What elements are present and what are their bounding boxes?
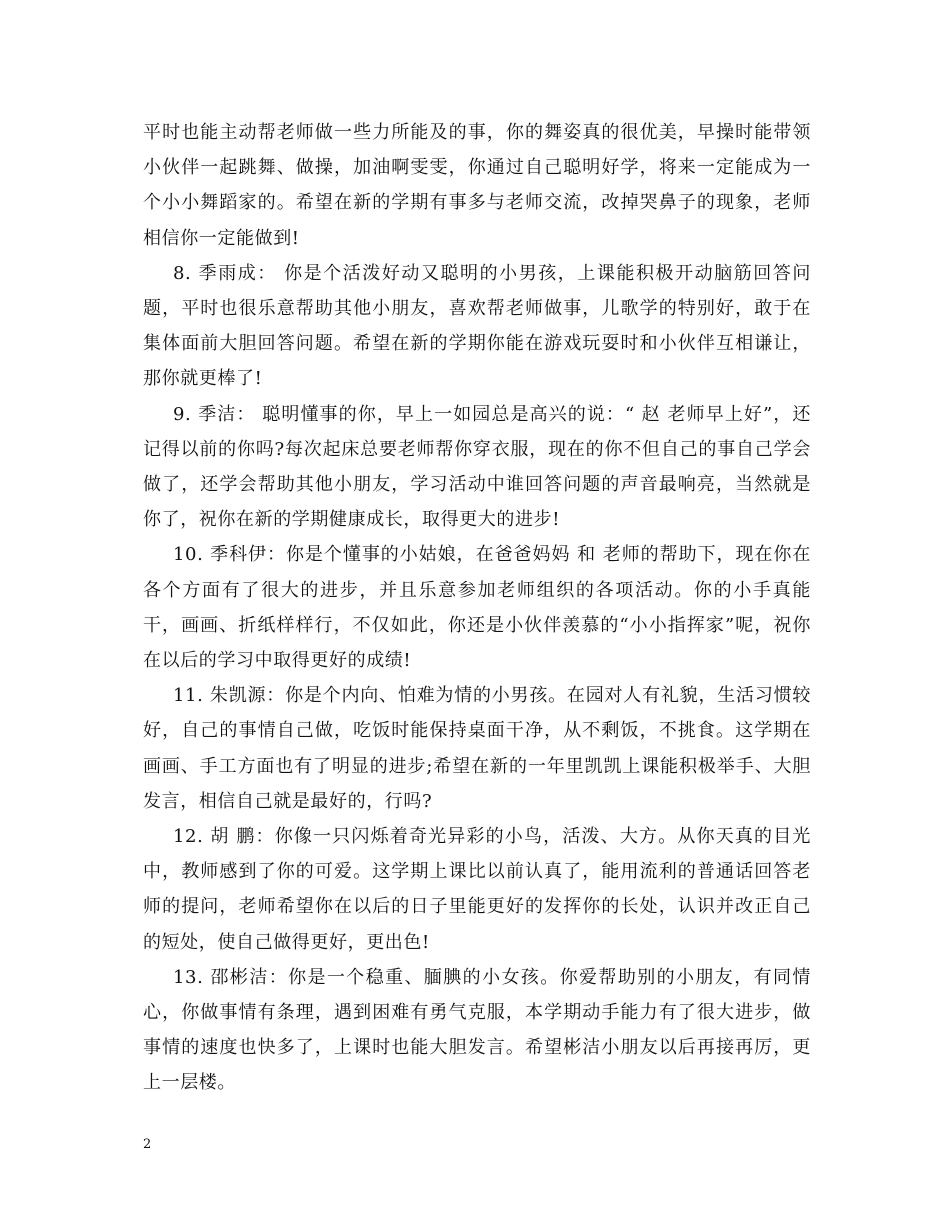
page-number: 2 xyxy=(143,1137,152,1152)
paragraph-item-11: 11. 朱凯源：你是个内向、怕难为情的小男孩。在园对人有礼貌，生活习惯较好，自己的事情自己做，吃饭时能保持桌面干净，从不剩饭，不挑食。这学期在画画、手工方面也有了明显的进步;希望在新的一年里凯凯上课能积极举手、大胆发言，相信自己就是最好的，行吗? xyxy=(143,685,811,812)
paragraph-item-12: 12. 胡 鹏：你像一只闪烁着奇光异彩的小鸟，活泼、大方。从你天真的目光中，教师感到了你的可爱。这学期上课比以前认真了，能用流利的普通话回答老师的提问，老师希望你在以后的日子里能更好的发挥你的长处，认识并改正自己的短处，使自己做得更好，更出色! xyxy=(143,826,811,953)
paragraph-item-9: 9. 季洁： 聪明懂事的你，早上一如园总是高兴的说：“ 赵 老师早上好”，还记得以前的你吗?每次起床总要老师帮你穿衣服，现在的你不但自己的事自己学会做了，还学会帮助其他小朋友，学习活动中谁回答问题的声音最响亮，当然就是你了，祝你在新的学期健康成长，取得更大的进步! xyxy=(143,403,811,531)
paragraph-item-10: 10. 季科伊：你是个懂事的小姑娘，在爸爸妈妈 和 老师的帮助下，现在你在各个方面有了很大的进步，并且乐意参加老师组织的各项活动。你的小手真能干，画画、折纸样样行，不仅如此，你还是小伙伴羡慕的“小小指挥家”呢，祝你在以后的学习中取得更好的成绩! xyxy=(143,544,811,672)
paragraph-continuation: 平时也能主动帮老师做一些力所能及的事，你的舞姿真的很优美，早操时能带领小伙伴一起跳舞、做操，加油啊雯雯，你通过自己聪明好学，将来一定能成为一个小小舞蹈家的。希望在新的学期有事多与老师交流，改掉哭鼻子的现象，老师相信你一定能做到! xyxy=(143,122,811,249)
paragraph-item-13: 13. 邵彬洁：你是一个稳重、腼腆的小女孩。你爱帮助别的小朋友，有同情心，你做事情有条理，遇到困难有勇气克服，本学期动手能力有了很大进步，做事情的速度也快多了，上课时也能大胆发言。希望彬洁小朋友以后再接再厉，更上一层楼。 xyxy=(143,966,811,1094)
paragraph-item-8: 8. 季雨成： 你是个活泼好动又聪明的小男孩，上课能积极开动脑筋回答问题，平时也很乐意帮助其他小朋友，喜欢帮老师做事，儿歌学的特别好，敢于在集体面前大胆回答问题。希望在新的学期你能在游戏玩耍时和小伙伴互相谦让，那你就更棒了! xyxy=(143,262,811,390)
document-body xyxy=(143,115,811,1101)
